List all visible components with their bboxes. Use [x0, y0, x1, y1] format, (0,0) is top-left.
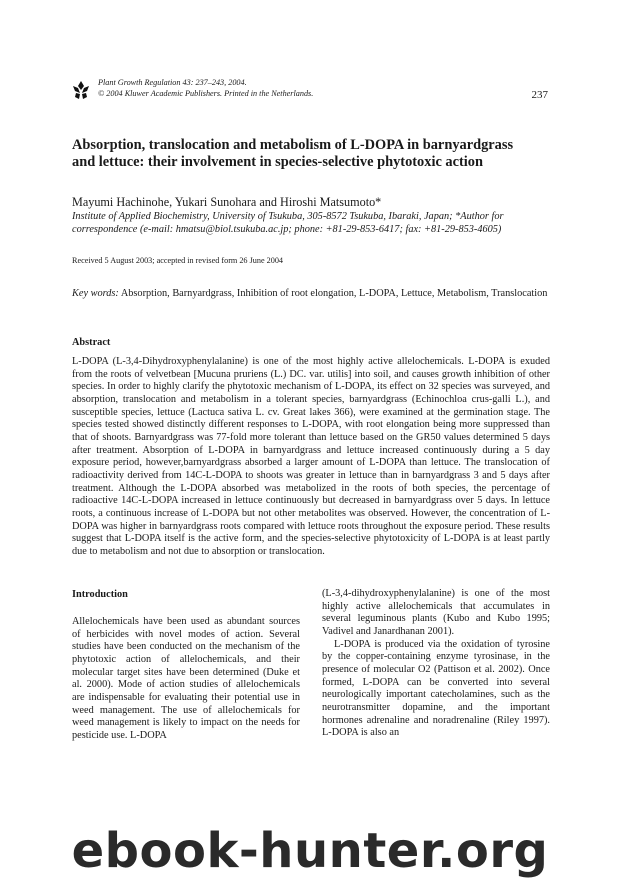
- introduction-heading: Introduction: [72, 589, 128, 600]
- keywords-label: Key words:: [72, 288, 119, 299]
- abstract-text: L-DOPA (L-3,4-Dihydroxyphenylalanine) is one of the most highly active allelochemicals. L-DOPA is exuded from the roots of velvetbean [Mucuna pruriens (L.) DC. var. utilis] into soil, and causes growth inhibition of other species. In order to highly clarify the phytotoxic mechanism of L-DOPA, its effect on 32 species was surveyed, and absorption, translocation and metabolism in a tolerant species, barnyardgrass (Echinochloa crus-galli L.), and susceptible species, lettuce (Lactuca sativa L. cv. Great lakes 366), were examined at the germination stage. The species tested showed distinctly different responses to L-DOPA, with root elongation being more suppressed than that of shoots. Barnyardgrass was 77-fold more tolerant than lettuce based on the GR50 values determined 5 days after treatment. Absorption of L-DOPA in barnyardgrass and lettuce increased continuously during a 5 day exposure period, however,barnyardgrass absorbed a larger amount of L-DOPA than lettuce. The translocation of radioactivity derived from 14C-L-DOPA to shoots was greater in lettuce than in barnyardgrass 3 and 5 days after treatment. Although the L-DOPA absorbed was metabolized in the roots of both species, the percentage of radioactive 14C-L-DOPA increased in lettuce continuously but decreased in barnyardgrass over 5 days. In lettuce roots, a continuous increase of L-DOPA but not other metabolites was observed. However, the concentration of L-DOPA was higher in barnyardgrass roots compared with lettuce roots throughout the exposure period. These results suggest that L-DOPA itself is the active form, and the species-selective phytotoxicity of L-DOPA is at least partly due to metabolism and not due to absorption or translocation.: [72, 356, 550, 557]
- page-number: 237: [531, 89, 548, 101]
- article-title: [72, 137, 542, 171]
- publisher-logo-icon: [72, 80, 90, 100]
- title-line-1: Absorption, translocation and metabolism of L-DOPA in barnyardgrass: [72, 137, 514, 153]
- abstract-heading: Abstract: [72, 337, 111, 348]
- title-line-2: and lettuce: their involvement in species-selective phytotoxic action: [72, 154, 483, 170]
- authors: Mayumi Hachinohe, Yukari Sunohara and Hiroshi Matsumoto*: [72, 195, 382, 209]
- journal-line-1: Plant Growth Regulation 43: 237–243, 2004.: [98, 78, 247, 87]
- journal-line-2: © 2004 Kluwer Academic Publishers. Printed in the Netherlands.: [98, 89, 314, 98]
- intro-paragraph-2: L-DOPA is produced via the oxidation of tyrosine by the copper-containing enzyme tyrosinase, in the presence of molecular O2 (Pattison et al. 2002). Once formed, L-DOPA can be converted into several neurologically important catecholamines, such as the neurotransmitter dopamine, and the important hormones adrenaline and noradrenaline (Riley 1997). L-DOPA is also an: [322, 638, 550, 739]
- watermark: ebook-hunter.org: [71, 823, 549, 879]
- received-dates: Received 5 August 2003; accepted in revised form 26 June 2004: [72, 256, 284, 265]
- intro-column-left: [72, 616, 300, 743]
- affiliation: Institute of Applied Biochemistry, University of Tsukuba, 305-8572 Tsukuba, Ibaraki, Japan; *Author for correspondence (e-mail: hmatsu@biol.tsukuba.ac.jp; phone: +81-29-853-6417; fax: +81-29-853-4605): [72, 211, 504, 235]
- intro-column-right: [322, 588, 550, 740]
- abstract-body: [72, 356, 550, 559]
- intro-paragraph-1-continued: (L-3,4-dihydroxyphenylalanine) is one of the most highly active allelochemicals that accumulates in several leguminous plants (Kubo and Kubo 1995; Vadivel and Janardhanan 2001).: [322, 588, 550, 637]
- journal-citation: [98, 77, 313, 99]
- keywords-list: Absorption, Barnyardgrass, Inhibition of root elongation, L-DOPA, Lettuce, Metabolism, Translocation: [120, 288, 548, 299]
- intro-paragraph-1: Allelochemicals have been used as abundant sources of herbicides with novel modes of action. Several studies have been conducted on the mechanism of the phytotoxic action of allelochemicals, and their molecular target sites have been determined (Duke et al. 2000). Mode of action studies of allelochemicals are indispensable for evaluating their potential use in weed management. The use of allelochemicals for weed management is likely to impact on the needs for pesticide use. L-DOPA: [72, 616, 300, 741]
- keywords: [72, 288, 550, 301]
